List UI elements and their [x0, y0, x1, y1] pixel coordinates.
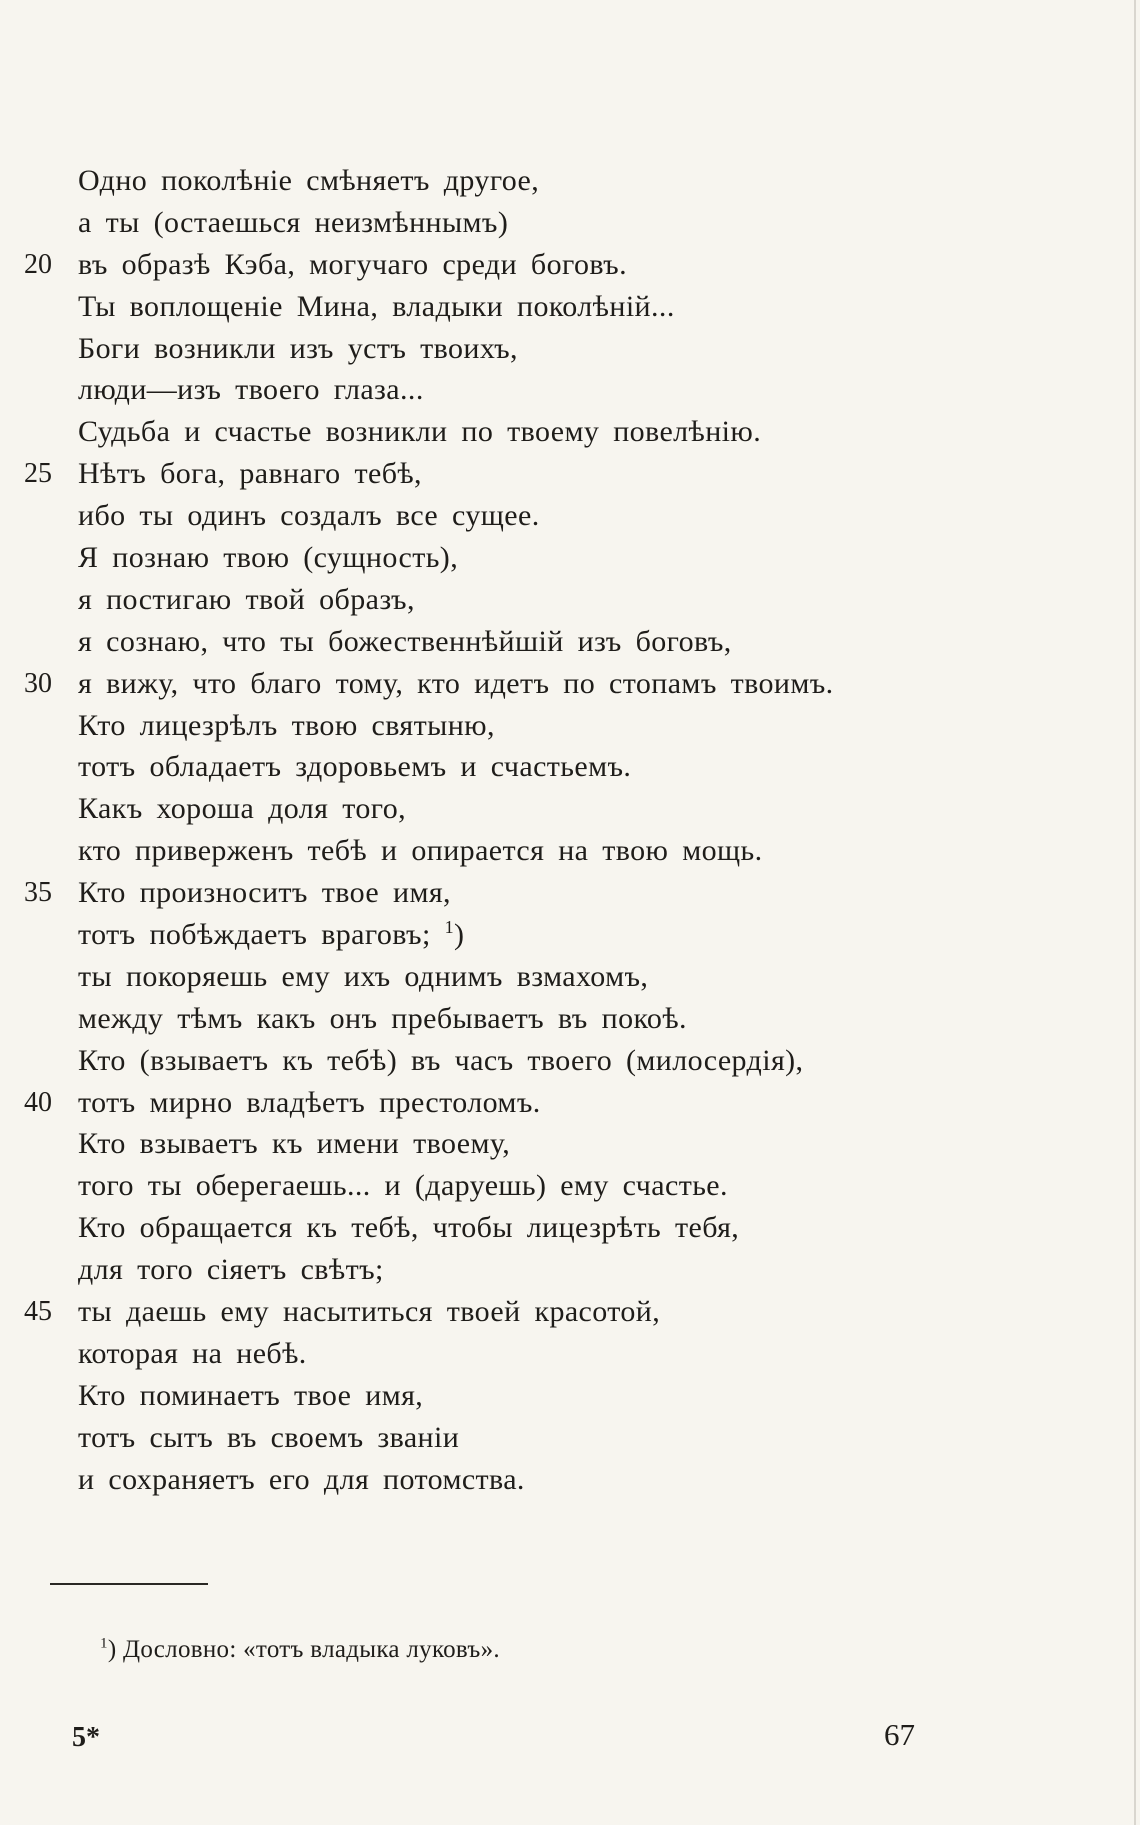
poem-line: [0, 621, 1120, 663]
poem-line: [0, 537, 1120, 579]
line-text-main: Нѣтъ бога, равнаго тебѣ,: [78, 457, 422, 491]
line-text: [78, 621, 732, 663]
line-text: [78, 1459, 525, 1501]
line-text: [78, 579, 415, 621]
poem-line: [0, 1082, 1120, 1124]
line-number: 25: [24, 458, 52, 490]
poem-line: [0, 830, 1120, 872]
poem-line: [0, 579, 1120, 621]
line-text: [78, 1040, 803, 1082]
line-text: [78, 1207, 739, 1249]
line-text: [78, 1082, 541, 1124]
line-text-main: ты покоряешь ему ихъ однимъ взмахомъ,: [78, 959, 649, 993]
line-text-main: того ты оберегаешь... и (даруешь) ему счастье.: [78, 1169, 728, 1203]
line-text: [78, 1375, 423, 1417]
line-text-main: которая на небѣ.: [78, 1336, 307, 1370]
line-text: [78, 746, 631, 788]
poem-line: [0, 705, 1120, 747]
line-text-main: тотъ обладаетъ здоровьемъ и счастьемъ.: [78, 750, 632, 784]
line-text-main: Одно поколѣніе смѣняетъ другое,: [78, 164, 540, 197]
poem-line: [0, 956, 1120, 998]
line-text: [78, 705, 495, 747]
poem-line: [0, 914, 1120, 956]
line-text: [78, 453, 422, 495]
footnote-reference-close: ): [454, 918, 465, 952]
line-text: [78, 914, 464, 956]
poem-line: [0, 663, 1120, 705]
poem-line: [0, 369, 1120, 411]
line-number: 30: [24, 667, 52, 699]
line-text-main: Кто поминаетъ твое имя,: [78, 1378, 424, 1412]
poem-line: [0, 495, 1120, 537]
poem-line: [0, 244, 1120, 286]
poem-line: [0, 1375, 1120, 1417]
poem-line: [0, 872, 1120, 914]
line-text-main: Судьба и счастье возникли по твоему повелѣнію.: [78, 415, 762, 449]
line-text: [78, 956, 648, 998]
signature-mark: 5*: [72, 1722, 100, 1753]
line-text-main: ибо ты одинъ создалъ все сущее.: [78, 499, 540, 533]
line-number: 40: [24, 1086, 52, 1118]
line-text: [78, 202, 508, 244]
poem-line: [0, 1207, 1120, 1249]
footnote: [100, 1633, 500, 1667]
line-text: [78, 830, 763, 872]
poem-line: [0, 453, 1120, 495]
poem-line: [0, 1040, 1120, 1082]
line-text-main: Боги возникли изъ устъ твоихъ,: [78, 331, 518, 365]
poem-line: [0, 1123, 1120, 1165]
line-text-main: кто приверженъ тебѣ и опирается на твою мощь.: [78, 834, 763, 868]
line-number: 35: [24, 877, 52, 909]
line-text-main: я вижу, что благо тому, кто идетъ по стопамъ твоимъ.: [78, 666, 834, 700]
line-text-main: тотъ побѣждаетъ враговъ;: [78, 918, 431, 952]
page-edge-line: [1134, 0, 1136, 1825]
footnote-marker-close: ): [107, 1636, 117, 1663]
poem-line: [0, 746, 1120, 788]
poem-line: [0, 411, 1120, 453]
line-text-main: Кто взываетъ къ имени твоему,: [78, 1127, 511, 1161]
line-text: [78, 328, 518, 370]
line-text-main: а ты (остаешься неизмѣннымъ): [78, 205, 509, 239]
line-text-main: ты даешь ему насытиться твоей красотой,: [78, 1295, 661, 1329]
line-text-main: Кто лицезрѣлъ твою святыню,: [78, 708, 495, 742]
line-text: [78, 1165, 728, 1207]
line-text: [78, 286, 675, 328]
line-text-main: я постигаю твой образъ,: [78, 582, 415, 616]
line-text: [78, 160, 539, 202]
line-text-main: въ образѣ Кэба, могучаго среди боговъ.: [78, 247, 627, 281]
line-text: [78, 788, 406, 830]
line-text: [78, 244, 627, 286]
line-text-main: Какъ хороша доля того,: [78, 792, 407, 826]
poem-line: [0, 202, 1120, 244]
line-text: [78, 1291, 660, 1333]
poem-line: [0, 1417, 1120, 1459]
line-text-main: Кто (взываетъ къ тебѣ) въ часъ твоего (милосердія),: [78, 1043, 804, 1077]
line-text-main: я сознаю, что ты божественнѣйшій изъ боговъ,: [78, 624, 732, 658]
poem-line: [0, 1333, 1120, 1375]
line-text-main: и сохраняетъ его для потомства.: [78, 1462, 525, 1496]
line-text-main: тотъ мирно владѣетъ престоломъ.: [78, 1085, 541, 1119]
poem-line: [0, 286, 1120, 328]
line-text: [78, 1417, 459, 1459]
line-text-main: между тѣмъ какъ онъ пребываетъ въ покоѣ.: [78, 1001, 687, 1035]
footnote-reference: 1: [444, 917, 455, 938]
footnote-rule: [50, 1583, 208, 1585]
line-text-main: для того сіяетъ свѣтъ;: [78, 1253, 384, 1287]
line-text-main: тотъ сытъ въ своемъ званіи: [78, 1420, 460, 1454]
line-text-main: Кто произноситъ твое имя,: [78, 876, 451, 910]
line-text: [78, 663, 834, 705]
line-text: [78, 495, 540, 537]
line-text: [78, 872, 451, 914]
page-number: 67: [884, 1717, 915, 1752]
line-text: [78, 1333, 307, 1375]
footnote-marker: 1: [100, 1635, 108, 1652]
poem-line: [0, 1459, 1120, 1501]
poem-line: [0, 328, 1120, 370]
line-text: [78, 537, 458, 579]
poem-line: [0, 1165, 1120, 1207]
line-text: [78, 369, 424, 411]
line-text-main: люди—изъ твоего глаза...: [78, 373, 424, 407]
line-text-main: Кто обращается къ тебѣ, чтобы лицезрѣть тебя,: [78, 1211, 740, 1245]
line-text: [78, 1123, 510, 1165]
line-text-main: Я познаю твою (сущность),: [78, 541, 459, 575]
line-text-main: Ты воплощеніе Мина, владыки поколѣній...: [78, 289, 675, 323]
poem-line: [0, 1291, 1120, 1333]
poem-text: [0, 160, 1120, 1501]
footnote-text: Дословно: «тотъ владыка луковъ».: [116, 1636, 500, 1663]
line-number: 45: [24, 1296, 52, 1328]
poem-line: [0, 160, 1120, 202]
poem-line: [0, 998, 1120, 1040]
line-text: [78, 998, 687, 1040]
line-number: 20: [24, 248, 52, 280]
line-text: [78, 411, 761, 453]
poem-line: [0, 1249, 1120, 1291]
line-text: [78, 1249, 384, 1291]
poem-line: [0, 788, 1120, 830]
